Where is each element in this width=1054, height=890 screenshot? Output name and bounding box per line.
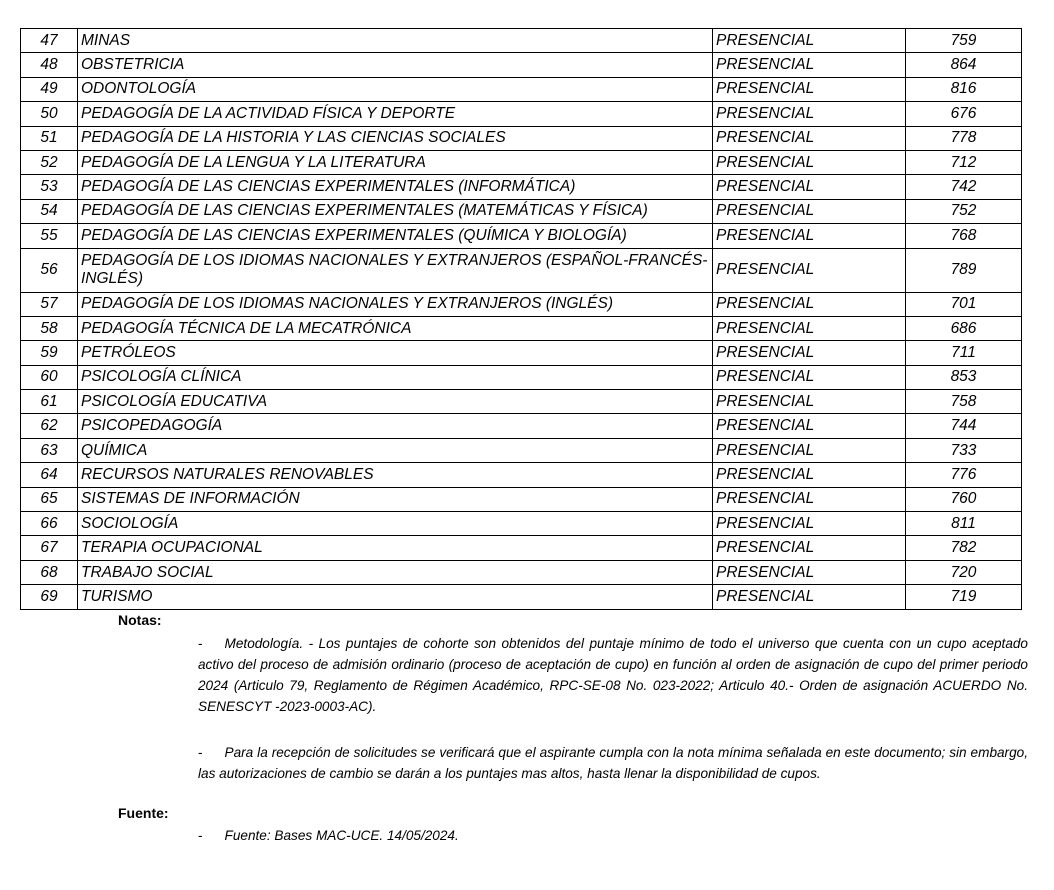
cohort-score: 776 bbox=[906, 463, 1022, 487]
row-number: 60 bbox=[21, 365, 78, 389]
source-text: Fuente: Bases MAC-UCE. 14/05/2024. bbox=[224, 828, 459, 843]
note-bullet: - bbox=[198, 636, 203, 651]
cohort-scores-table bbox=[20, 28, 1022, 610]
row-number: 56 bbox=[21, 248, 78, 292]
note-requests bbox=[198, 742, 1028, 784]
row-number: 54 bbox=[21, 199, 78, 223]
career-name: PEDAGOGÍA DE LAS CIENCIAS EXPERIMENTALES (QUÍMICA Y BIOLOGÍA) bbox=[78, 224, 713, 248]
cohort-score: 733 bbox=[906, 438, 1022, 462]
career-name: PEDAGOGÍA TÉCNICA DE LA MECATRÓNICA bbox=[78, 316, 713, 340]
career-name: TURISMO bbox=[78, 585, 713, 609]
row-number: 48 bbox=[21, 53, 78, 77]
cohort-score: 712 bbox=[906, 150, 1022, 174]
career-name: OBSTETRICIA bbox=[78, 53, 713, 77]
cohort-score: 759 bbox=[906, 29, 1022, 53]
cohort-score: 760 bbox=[906, 487, 1022, 511]
cohort-score: 744 bbox=[906, 414, 1022, 438]
note-text: Para la recepción de solicitudes se verificará que el aspirante cumpla con la nota mínima señalada en este documento; sin embargo, las autorizaciones de cambio se darán a los puntajes mas altos, hasta llenar la disponibilidad de cupos. bbox=[198, 745, 1028, 781]
cohort-score: 686 bbox=[906, 316, 1022, 340]
table-row bbox=[21, 390, 1022, 414]
row-number: 55 bbox=[21, 224, 78, 248]
table-row bbox=[21, 487, 1022, 511]
career-name: SISTEMAS DE INFORMACIÓN bbox=[78, 487, 713, 511]
career-name: TERAPIA OCUPACIONAL bbox=[78, 536, 713, 560]
note-methodology bbox=[198, 633, 1028, 717]
career-name: PSICOLOGÍA CLÍNICA bbox=[78, 365, 713, 389]
row-number: 58 bbox=[21, 316, 78, 340]
cohort-score: 758 bbox=[906, 390, 1022, 414]
cohort-score: 742 bbox=[906, 175, 1022, 199]
table-row bbox=[21, 102, 1022, 126]
modality: PRESENCIAL bbox=[713, 438, 906, 462]
cohort-score: 789 bbox=[906, 248, 1022, 292]
row-number: 52 bbox=[21, 150, 78, 174]
table-row bbox=[21, 438, 1022, 462]
row-number: 57 bbox=[21, 292, 78, 316]
modality: PRESENCIAL bbox=[713, 341, 906, 365]
table-row bbox=[21, 175, 1022, 199]
cohort-score: 778 bbox=[906, 126, 1022, 150]
career-name: ODONTOLOGÍA bbox=[78, 77, 713, 101]
modality: PRESENCIAL bbox=[713, 53, 906, 77]
modality: PRESENCIAL bbox=[713, 512, 906, 536]
career-name: MINAS bbox=[78, 29, 713, 53]
cohort-score: 719 bbox=[906, 585, 1022, 609]
modality: PRESENCIAL bbox=[713, 292, 906, 316]
table-row bbox=[21, 29, 1022, 53]
row-number: 50 bbox=[21, 102, 78, 126]
career-name: PEDAGOGÍA DE LA ACTIVIDAD FÍSICA Y DEPORTE bbox=[78, 102, 713, 126]
cohort-score: 864 bbox=[906, 53, 1022, 77]
cohort-score: 853 bbox=[906, 365, 1022, 389]
row-number: 68 bbox=[21, 560, 78, 584]
modality: PRESENCIAL bbox=[713, 150, 906, 174]
table-row bbox=[21, 365, 1022, 389]
modality: PRESENCIAL bbox=[713, 29, 906, 53]
cohort-score: 701 bbox=[906, 292, 1022, 316]
table-row bbox=[21, 248, 1022, 292]
table-row bbox=[21, 512, 1022, 536]
notes-label: Notas: bbox=[118, 612, 162, 628]
table-row bbox=[21, 199, 1022, 223]
modality: PRESENCIAL bbox=[713, 175, 906, 199]
career-name: PEDAGOGÍA DE LOS IDIOMAS NACIONALES Y EXTRANJEROS (INGLÉS) bbox=[78, 292, 713, 316]
career-name: PEDAGOGÍA DE LA HISTORIA Y LAS CIENCIAS SOCIALES bbox=[78, 126, 713, 150]
career-name: PEDAGOGÍA DE LOS IDIOMAS NACIONALES Y EXTRANJEROS (ESPAÑOL-FRANCÉS- INGLÉS) bbox=[78, 248, 713, 292]
cohort-score: 768 bbox=[906, 224, 1022, 248]
note-bullet: - bbox=[198, 745, 203, 760]
modality: PRESENCIAL bbox=[713, 199, 906, 223]
cohort-score: 752 bbox=[906, 199, 1022, 223]
modality: PRESENCIAL bbox=[713, 487, 906, 511]
modality: PRESENCIAL bbox=[713, 536, 906, 560]
row-number: 51 bbox=[21, 126, 78, 150]
source-label: Fuente: bbox=[118, 805, 169, 821]
row-number: 49 bbox=[21, 77, 78, 101]
table-row bbox=[21, 53, 1022, 77]
table-row bbox=[21, 463, 1022, 487]
modality: PRESENCIAL bbox=[713, 316, 906, 340]
table-row bbox=[21, 536, 1022, 560]
cohort-score: 782 bbox=[906, 536, 1022, 560]
row-number: 63 bbox=[21, 438, 78, 462]
source-line bbox=[198, 828, 459, 843]
table-row bbox=[21, 224, 1022, 248]
table-body bbox=[21, 29, 1022, 610]
career-name: PETRÓLEOS bbox=[78, 341, 713, 365]
modality: PRESENCIAL bbox=[713, 463, 906, 487]
modality: PRESENCIAL bbox=[713, 77, 906, 101]
modality: PRESENCIAL bbox=[713, 414, 906, 438]
table-row bbox=[21, 77, 1022, 101]
source-bullet: - bbox=[198, 828, 203, 843]
career-name: PSICOLOGÍA EDUCATIVA bbox=[78, 390, 713, 414]
row-number: 65 bbox=[21, 487, 78, 511]
row-number: 66 bbox=[21, 512, 78, 536]
modality: PRESENCIAL bbox=[713, 224, 906, 248]
table-row bbox=[21, 316, 1022, 340]
cohort-score: 676 bbox=[906, 102, 1022, 126]
career-name: QUÍMICA bbox=[78, 438, 713, 462]
modality: PRESENCIAL bbox=[713, 126, 906, 150]
row-number: 47 bbox=[21, 29, 78, 53]
table-row bbox=[21, 292, 1022, 316]
career-name: PEDAGOGÍA DE LAS CIENCIAS EXPERIMENTALES (INFORMÁTICA) bbox=[78, 175, 713, 199]
modality: PRESENCIAL bbox=[713, 560, 906, 584]
table-row bbox=[21, 560, 1022, 584]
table-row bbox=[21, 126, 1022, 150]
modality: PRESENCIAL bbox=[713, 585, 906, 609]
modality: PRESENCIAL bbox=[713, 365, 906, 389]
career-name: PEDAGOGÍA DE LA LENGUA Y LA LITERATURA bbox=[78, 150, 713, 174]
cohort-score: 720 bbox=[906, 560, 1022, 584]
modality: PRESENCIAL bbox=[713, 390, 906, 414]
row-number: 61 bbox=[21, 390, 78, 414]
row-number: 64 bbox=[21, 463, 78, 487]
cohort-score: 811 bbox=[906, 512, 1022, 536]
row-number: 67 bbox=[21, 536, 78, 560]
modality: PRESENCIAL bbox=[713, 102, 906, 126]
career-name: SOCIOLOGÍA bbox=[78, 512, 713, 536]
career-name: PSICOPEDAGOGÍA bbox=[78, 414, 713, 438]
modality: PRESENCIAL bbox=[713, 248, 906, 292]
table-row bbox=[21, 150, 1022, 174]
career-name: PEDAGOGÍA DE LAS CIENCIAS EXPERIMENTALES (MATEMÁTICAS Y FÍSICA) bbox=[78, 199, 713, 223]
career-name: RECURSOS NATURALES RENOVABLES bbox=[78, 463, 713, 487]
table-row bbox=[21, 414, 1022, 438]
note-text: Metodología. - Los puntajes de cohorte son obtenidos del puntaje mínimo de todo el universo que cuenta con un cupo aceptado activo del proceso de admisión ordinario (proceso de aceptación de cupo) en función al orden de asignación de cupo del primer periodo 2024 (Articulo 79, Reglamento de Régimen Académico, RPC-SE-08 No. 023-2022; Articulo 40.- Orden de asignación ACUERDO No. SENESCYT -2023-0003-AC). bbox=[198, 636, 1028, 714]
row-number: 53 bbox=[21, 175, 78, 199]
cohort-score: 816 bbox=[906, 77, 1022, 101]
cohort-score: 711 bbox=[906, 341, 1022, 365]
row-number: 69 bbox=[21, 585, 78, 609]
row-number: 59 bbox=[21, 341, 78, 365]
table-row bbox=[21, 585, 1022, 609]
table-row bbox=[21, 341, 1022, 365]
career-name: TRABAJO SOCIAL bbox=[78, 560, 713, 584]
row-number: 62 bbox=[21, 414, 78, 438]
